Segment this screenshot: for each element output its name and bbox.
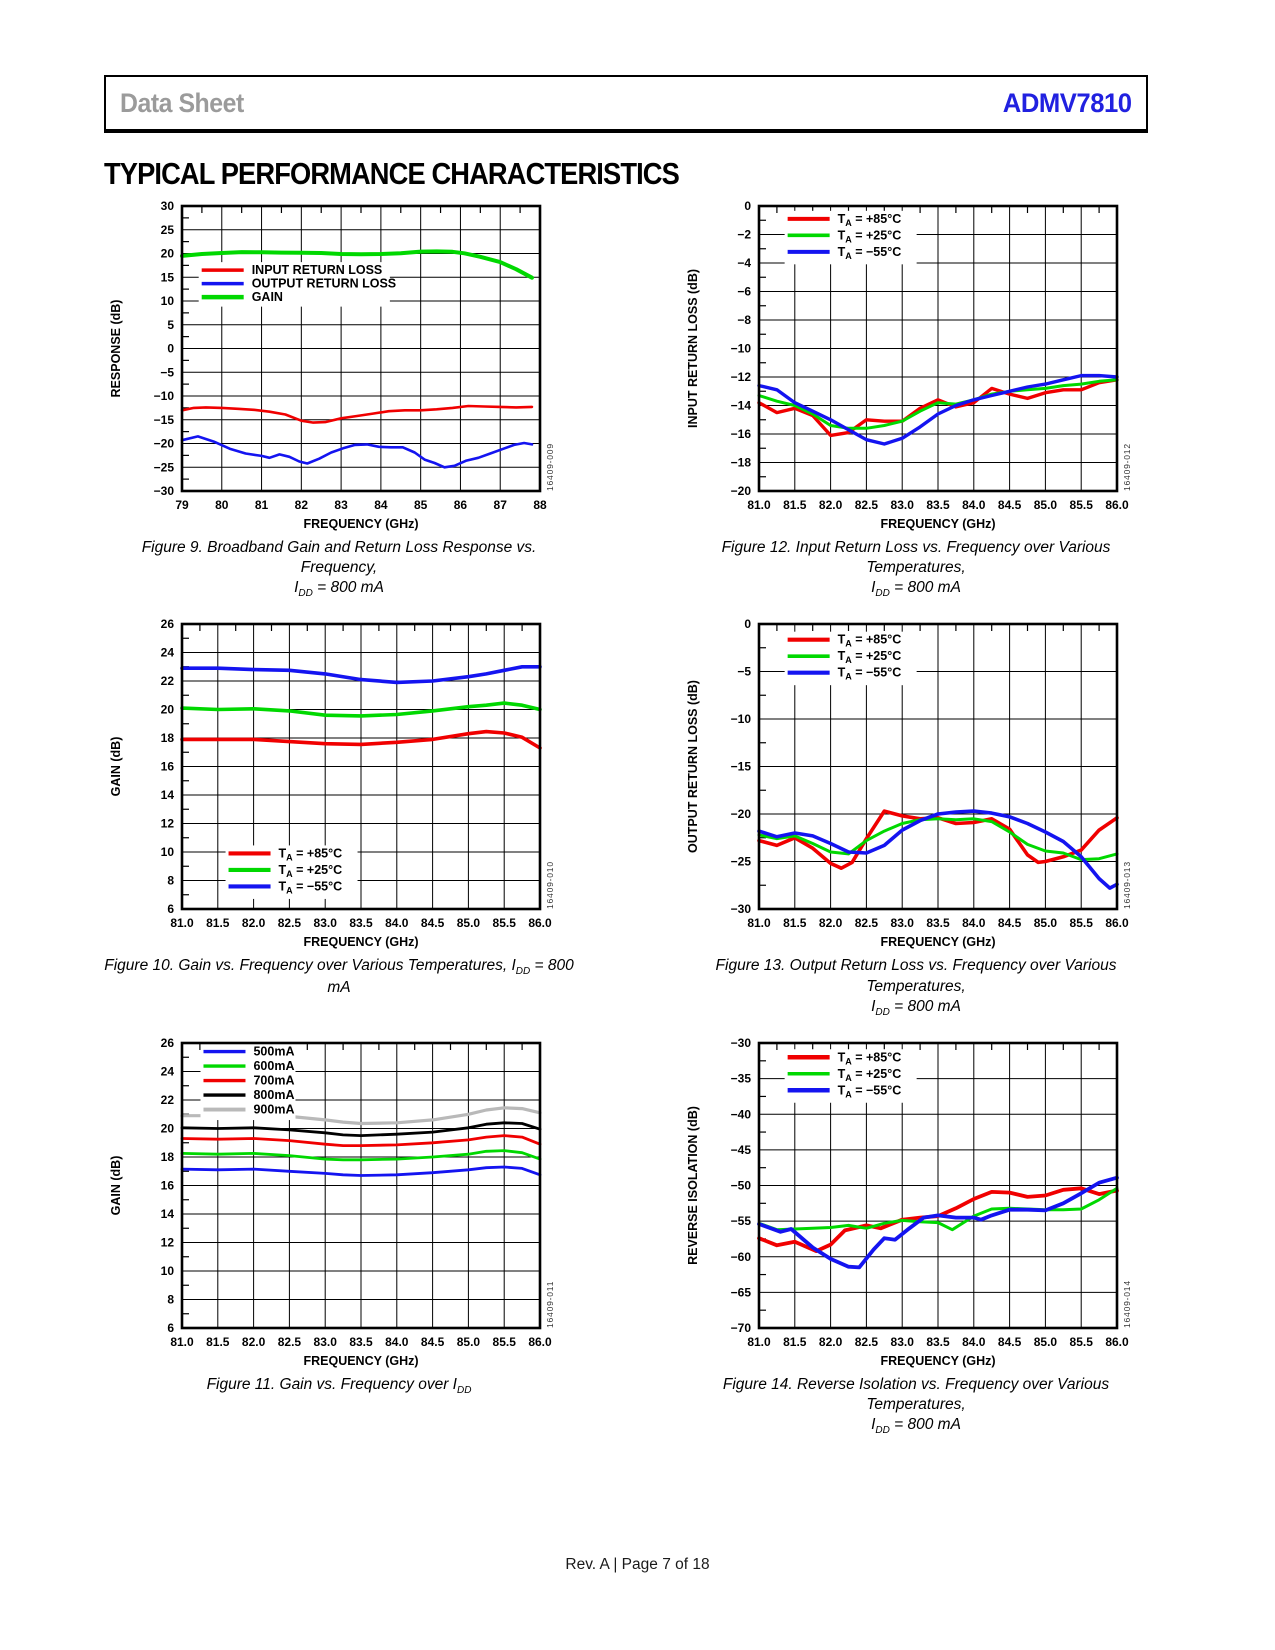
svg-text:83.0: 83.0	[890, 1334, 914, 1349]
svg-text:−5: −5	[160, 365, 174, 380]
svg-text:82.0: 82.0	[818, 916, 843, 931]
svg-text:−30: −30	[730, 1035, 751, 1050]
chart-canvas-figure-12	[681, 198, 1151, 532]
svg-text:83.5: 83.5	[349, 916, 373, 931]
svg-text:84.5: 84.5	[420, 916, 445, 931]
svg-text:10: 10	[160, 294, 174, 308]
svg-text:86.0: 86.0	[1105, 1334, 1129, 1349]
svg-text:82.0: 82.0	[818, 1334, 843, 1349]
chart-svg	[104, 1035, 574, 1369]
legend-label: $T_A = -55^\circ C$	[837, 666, 902, 683]
svg-text:0: 0	[167, 341, 174, 356]
svg-text:84.5: 84.5	[420, 1334, 445, 1349]
legend	[200, 1043, 295, 1120]
caption-line: Figure 12. Input Return Loss vs. Frequency over Various Temperatures,	[721, 539, 1111, 577]
svg-text:10: 10	[160, 845, 174, 860]
legend-label: 700mA	[253, 1073, 295, 1088]
x-axis-label: FREQUENCY (GHz)	[880, 517, 996, 531]
svg-text:−14: −14	[730, 398, 751, 413]
caption-line: $I_{DD} = 800$ mA	[871, 1416, 961, 1437]
svg-text:0: 0	[744, 199, 751, 213]
svg-text:81.5: 81.5	[206, 916, 230, 931]
caption-line: Figure 11. Gain vs. Frequency over $I_{DD}$	[206, 1375, 472, 1396]
legend-label: $T_A = +25^\circ C$	[837, 649, 902, 666]
legend	[785, 632, 917, 686]
figure-watermark-id: 16409-011	[545, 1280, 555, 1328]
svg-text:−4: −4	[737, 256, 751, 270]
x-axis-label: FREQUENCY (GHz)	[303, 935, 419, 950]
chart-svg	[681, 1035, 1151, 1369]
figure-watermark-id: 16409-012	[1122, 443, 1132, 491]
svg-text:18: 18	[160, 731, 174, 746]
svg-text:83.0: 83.0	[890, 498, 914, 512]
legend-label: $T_A = +25^\circ C$	[837, 228, 902, 245]
figure-watermark-id: 16409-014	[1122, 1279, 1132, 1328]
svg-text:82.0: 82.0	[818, 498, 843, 512]
svg-text:12: 12	[160, 816, 174, 831]
figure-block	[681, 1035, 1171, 1437]
svg-text:81.0: 81.0	[747, 1334, 771, 1349]
svg-text:−25: −25	[730, 854, 751, 869]
x-axis-label: FREQUENCY (GHz)	[303, 517, 419, 531]
legend-label: $T_A = +25^\circ C$	[837, 1066, 902, 1083]
caption-line: $I_{DD} = 800$ mA	[294, 579, 384, 600]
svg-text:−45: −45	[730, 1142, 751, 1157]
svg-text:85.5: 85.5	[1069, 916, 1093, 931]
figure-watermark-id: 16409-013	[1122, 861, 1132, 910]
svg-text:25: 25	[160, 222, 174, 237]
y-axis-label: REVERSE ISOLATION (dB)	[686, 1105, 700, 1265]
figure-block	[681, 198, 1171, 600]
legend-label: $T_A = +85^\circ C$	[837, 1050, 902, 1066]
svg-text:−50: −50	[730, 1178, 751, 1193]
part-number: ADMV7810	[1003, 87, 1132, 118]
legend-label: GAIN	[251, 290, 283, 305]
charts-grid	[104, 198, 1171, 1437]
chart-svg	[681, 616, 1151, 950]
svg-text:84.0: 84.0	[385, 1334, 409, 1349]
svg-text:22: 22	[160, 1092, 174, 1107]
legend-label: $T_A = +85^\circ C$	[837, 633, 902, 650]
svg-text:81.0: 81.0	[747, 498, 771, 512]
svg-text:88: 88	[533, 498, 547, 512]
svg-text:16: 16	[160, 1178, 174, 1193]
chart-canvas-figure-10	[104, 616, 574, 950]
svg-text:−16: −16	[730, 427, 751, 441]
svg-text:85.5: 85.5	[492, 916, 516, 931]
svg-text:82.5: 82.5	[277, 1334, 302, 1349]
svg-text:81.0: 81.0	[170, 1334, 194, 1349]
svg-text:−30: −30	[730, 902, 751, 917]
svg-text:83.5: 83.5	[926, 1334, 950, 1349]
svg-text:81.5: 81.5	[206, 1334, 230, 1349]
svg-text:−15: −15	[730, 759, 751, 774]
svg-text:24: 24	[160, 645, 174, 660]
legend-label: 500mA	[253, 1044, 295, 1059]
svg-text:82.5: 82.5	[854, 1334, 879, 1349]
legend-label: 800mA	[253, 1087, 295, 1102]
svg-text:84.5: 84.5	[997, 1334, 1022, 1349]
svg-text:86.0: 86.0	[1105, 498, 1129, 512]
svg-text:83.5: 83.5	[926, 916, 950, 931]
minor-ticks	[182, 206, 520, 479]
svg-text:83.0: 83.0	[313, 916, 337, 931]
svg-text:26: 26	[160, 617, 174, 632]
svg-text:84.0: 84.0	[962, 916, 986, 931]
section-title: TYPICAL PERFORMANCE CHARACTERISTICS	[104, 156, 679, 191]
svg-text:−10: −10	[153, 389, 174, 403]
svg-text:−55: −55	[730, 1213, 751, 1228]
svg-text:−35: −35	[730, 1071, 751, 1086]
legend-label: INPUT RETURN LOSS	[251, 263, 383, 278]
svg-text:82: 82	[294, 498, 309, 512]
legend-label: $T_A = -55^\circ C$	[278, 879, 343, 896]
svg-text:81.0: 81.0	[747, 916, 771, 931]
svg-text:24: 24	[160, 1064, 174, 1079]
figure-caption	[104, 538, 574, 600]
svg-text:20: 20	[160, 246, 174, 261]
figure-caption	[104, 1375, 574, 1421]
caption-line: $I_{DD} = 800$ mA	[871, 579, 961, 600]
svg-text:−8: −8	[737, 313, 751, 327]
svg-text:81.0: 81.0	[170, 916, 194, 931]
legend-label: OUTPUT RETURN LOSS	[251, 276, 397, 291]
svg-text:85.5: 85.5	[1069, 498, 1093, 512]
svg-text:5: 5	[167, 317, 174, 332]
svg-text:82.5: 82.5	[854, 916, 879, 931]
y-axis-label: GAIN (dB)	[109, 737, 123, 797]
svg-text:0: 0	[744, 617, 751, 632]
svg-text:85.0: 85.0	[1033, 498, 1058, 512]
svg-text:82.5: 82.5	[277, 916, 302, 931]
svg-text:−20: −20	[730, 807, 751, 822]
svg-text:81.5: 81.5	[783, 916, 807, 931]
svg-text:−60: −60	[730, 1249, 751, 1264]
chart-canvas-figure-14	[681, 1035, 1151, 1369]
y-axis-label: INPUT RETURN LOSS (dB)	[686, 268, 700, 429]
svg-text:85.5: 85.5	[492, 1334, 516, 1349]
svg-text:20: 20	[160, 702, 174, 717]
legend	[785, 211, 917, 265]
svg-text:82.0: 82.0	[241, 916, 266, 931]
svg-text:−10: −10	[730, 341, 751, 356]
caption-line: Figure 9. Broadband Gain and Return Loss Response vs. Frequency,	[141, 539, 537, 577]
doc-type-label: Data Sheet	[120, 87, 244, 118]
figure-watermark-id: 16409-009	[545, 443, 555, 491]
chart-svg	[104, 616, 574, 950]
page-footer: Rev. A | Page 7 of 18	[565, 1556, 710, 1573]
svg-text:−40: −40	[730, 1107, 751, 1121]
svg-text:14: 14	[160, 1206, 174, 1221]
svg-text:81.5: 81.5	[783, 1334, 807, 1349]
svg-text:−18: −18	[730, 455, 751, 470]
svg-text:−30: −30	[153, 484, 174, 498]
svg-text:18: 18	[160, 1149, 174, 1164]
svg-text:12: 12	[160, 1235, 174, 1250]
figure-block	[104, 198, 594, 600]
svg-text:22: 22	[160, 674, 174, 689]
svg-text:84.0: 84.0	[962, 1334, 986, 1349]
legend-label: $T_A = +25^\circ C$	[278, 863, 343, 880]
chart-canvas-figure-11	[104, 1035, 574, 1369]
figure-block	[104, 616, 594, 1018]
svg-text:14: 14	[160, 788, 174, 803]
legend-label: $T_A = -55^\circ C$	[837, 244, 902, 261]
caption-line: Figure 14. Reverse Isolation vs. Frequency over Various Temperatures,	[722, 1375, 1110, 1413]
legend	[785, 1049, 917, 1103]
svg-text:85.0: 85.0	[456, 916, 481, 931]
svg-text:−70: −70	[730, 1320, 751, 1335]
svg-text:20: 20	[160, 1121, 174, 1136]
y-axis-label: GAIN (dB)	[109, 1155, 123, 1216]
svg-text:−6: −6	[737, 284, 751, 299]
figure-caption	[104, 956, 574, 1002]
svg-text:85.0: 85.0	[1033, 1334, 1058, 1349]
legend	[199, 262, 396, 307]
svg-text:83.0: 83.0	[313, 1334, 337, 1349]
svg-text:6: 6	[167, 1320, 174, 1335]
figure-watermark-id: 16409-010	[545, 861, 555, 910]
svg-text:83.0: 83.0	[890, 916, 914, 931]
caption-line: Figure 13. Output Return Loss vs. Frequency over Various Temperatures,	[715, 957, 1117, 995]
gridlines	[182, 206, 540, 491]
svg-text:85.5: 85.5	[1069, 1334, 1093, 1349]
svg-text:83: 83	[334, 498, 348, 512]
svg-text:83.5: 83.5	[349, 1334, 373, 1349]
y-axis-label: OUTPUT RETURN LOSS (dB)	[686, 680, 700, 854]
x-axis-label: FREQUENCY (GHz)	[880, 935, 996, 950]
svg-text:79: 79	[175, 498, 189, 512]
svg-text:−20: −20	[153, 436, 174, 451]
svg-text:82.5: 82.5	[854, 498, 879, 512]
svg-text:−10: −10	[730, 712, 751, 727]
y-axis-label: RESPONSE (dB)	[109, 299, 123, 398]
svg-text:85.0: 85.0	[456, 1334, 481, 1349]
svg-text:26: 26	[160, 1035, 174, 1050]
svg-text:6: 6	[167, 902, 174, 917]
legend-label: $T_A = -55^\circ C$	[837, 1083, 902, 1099]
svg-text:30: 30	[160, 199, 174, 213]
page-header	[104, 75, 1148, 133]
svg-text:−65: −65	[730, 1285, 751, 1300]
x-axis-label: FREQUENCY (GHz)	[880, 1353, 996, 1368]
figure-caption	[681, 1375, 1151, 1437]
svg-text:−5: −5	[737, 664, 751, 679]
svg-text:81.5: 81.5	[783, 498, 807, 512]
svg-text:84.5: 84.5	[997, 916, 1022, 931]
svg-text:−15: −15	[153, 412, 174, 427]
legend-label: 900mA	[253, 1102, 295, 1117]
figure-caption	[681, 956, 1151, 1018]
svg-text:85: 85	[413, 498, 428, 512]
legend-label: $T_A = +85^\circ C$	[278, 846, 343, 863]
chart-canvas-figure-9	[104, 198, 574, 532]
legend-label: $T_A = +85^\circ C$	[837, 211, 902, 228]
svg-text:8: 8	[167, 873, 174, 888]
svg-text:83.5: 83.5	[926, 498, 950, 512]
svg-text:82.0: 82.0	[241, 1334, 266, 1349]
svg-text:8: 8	[167, 1292, 174, 1307]
svg-text:86.0: 86.0	[528, 1334, 552, 1349]
svg-text:16: 16	[160, 759, 174, 774]
x-axis-label: FREQUENCY (GHz)	[303, 1353, 419, 1368]
svg-text:15: 15	[160, 270, 174, 285]
svg-text:84: 84	[374, 498, 388, 512]
svg-text:86.0: 86.0	[1105, 916, 1129, 931]
svg-text:86: 86	[453, 498, 468, 512]
svg-text:84.0: 84.0	[385, 916, 409, 931]
svg-text:87: 87	[493, 498, 507, 512]
svg-text:80: 80	[215, 498, 229, 512]
legend	[226, 846, 358, 900]
legend-label: 600mA	[253, 1058, 295, 1073]
chart-svg	[104, 198, 574, 532]
figure-block	[104, 1035, 594, 1437]
svg-text:86.0: 86.0	[528, 916, 552, 931]
svg-text:−2: −2	[737, 227, 751, 242]
svg-text:84.0: 84.0	[962, 498, 986, 512]
chart-svg	[681, 198, 1151, 532]
svg-text:84.5: 84.5	[997, 498, 1022, 512]
svg-text:−12: −12	[730, 370, 751, 384]
svg-text:−25: −25	[153, 460, 174, 475]
svg-text:81: 81	[254, 498, 269, 512]
svg-text:85.0: 85.0	[1033, 916, 1058, 931]
caption-line: Figure 10. Gain vs. Frequency over Various Temperatures, $I_{DD} = 800$ mA	[104, 957, 574, 997]
series-output-return-loss	[182, 436, 532, 467]
tick-labels	[154, 199, 547, 512]
svg-text:10: 10	[160, 1263, 174, 1278]
figure-caption	[681, 538, 1151, 600]
chart-canvas-figure-13	[681, 616, 1151, 950]
caption-line: $I_{DD} = 800$ mA	[871, 997, 961, 1018]
svg-text:−20: −20	[730, 484, 751, 498]
figure-block	[681, 616, 1171, 1018]
